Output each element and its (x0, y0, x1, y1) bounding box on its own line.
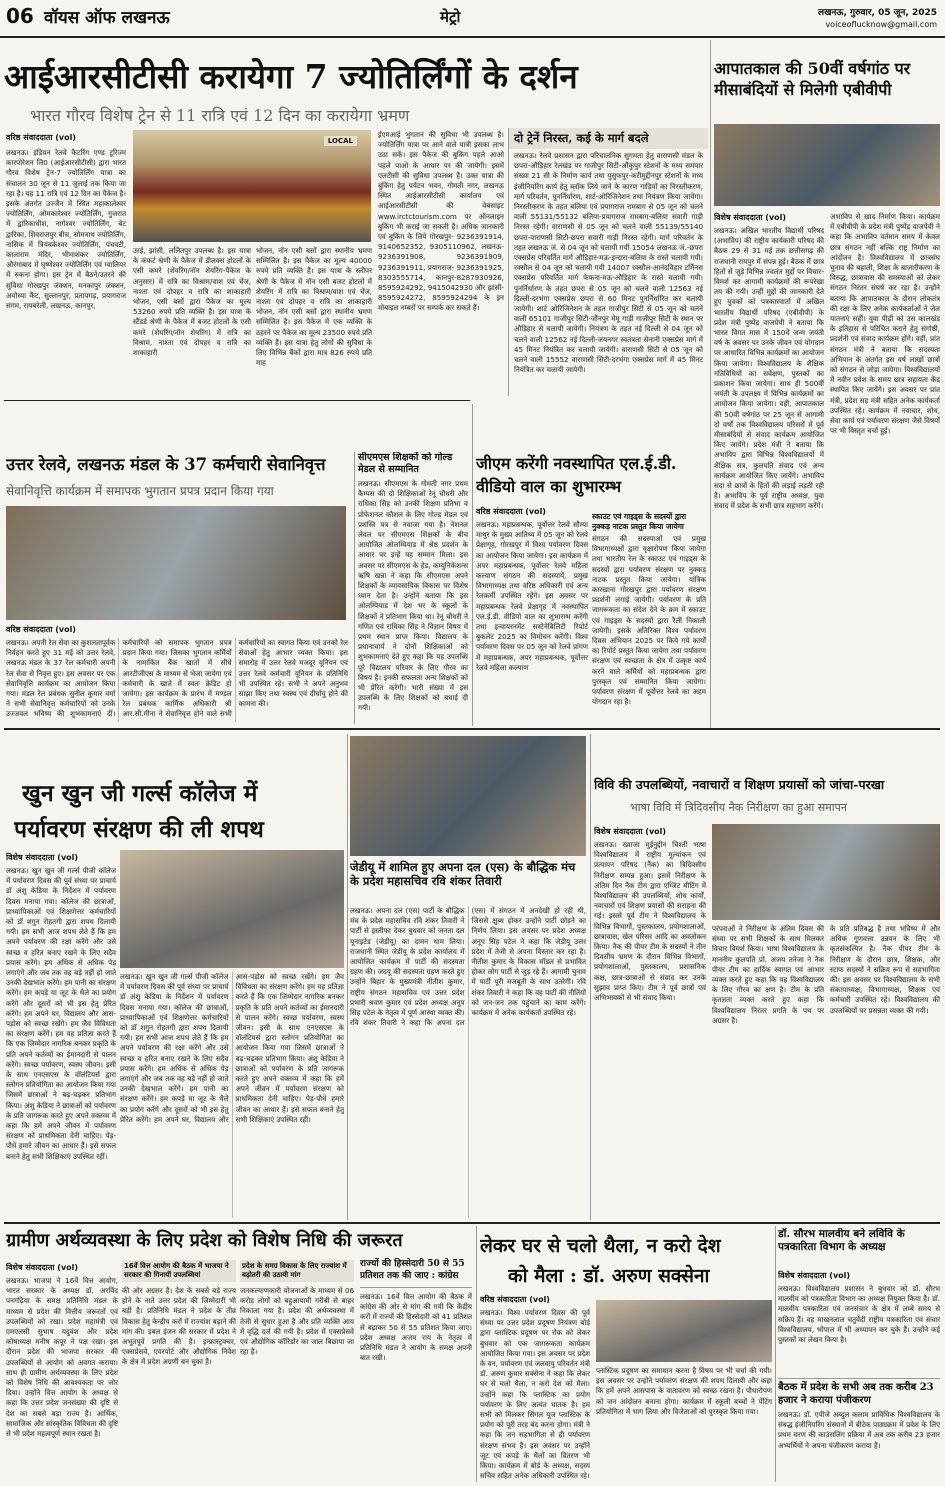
lead-col3: भोजन, नॉन एसी बसों द्वारा स्थानीय भ्रमण सम्मिलित है। इस पैकेज का मूल्य 40000 रुपये प्रति व्यक्ति है। इस यात्रा के स्लीपर श्रेणी के पैकेज में नॉन एसी बजट होटलों में शेयरिंग में रात्रि का विश्राम/वाश एवं चेंज, नाश्ता एवं दोपहर व रात्रि का शाकाहारी भोजन, नॉन एसी बसों द्वारा स्थानीय भ्रमण सम्मिलित है। इस पैकेज में एक व्यक्ति के ठहरने पर पैकेज का मूल्य 23500 रुपये प्रति व्यक्ति है। इस यात्रा हेतु लोगों की सुविधा के लिए विभिन्न बैंकों द्वारा मात्र 826 रुपये प्रति माह (256, 246, 372, 368)
gm-body: लखनऊ। महाप्रबन्धक, पूर्वोत्तर रेलवे सौम्या माथुर के मुख्य आतिथ्य में 05 जून को रेलवे प्रेक्षागृह, गोरखपुर में विश्व पर्यावरण दिवस का आयोजन किया जायेगा। इस कार्यक्रम में अपर महाप्रबन्धक, पूर्वोत्तर रेलवे महिला कल्याण संगठन की सदस्यायें, प्रमुख विभागाध्यक्ष तथा वरिष्ठ अधिकारी एवं अन्य रेलकर्मी उपस्थित रहेंगे। इस अवसर पर महाप्रबन्धक रेलवे प्रेक्षागृह में नवस्थापित एल.ई.डी. वीडियो वाल का शुभारम्भ करेंगी तथा इन्वायरनमेंट सस्टेनेबिलिटी रिपोर्ट बुकलेट 2025 का विमोचन करेंगी। विश्व पर्यावरण दिवस पर 05 जून को रेलवे प्रांगण में महाप्रबन्धक, अपर महाप्रबन्धक, पूर्वोत्तर रेलवे महिला कल्याण (476, 520, 588, 672)
page-number: 06 (6, 4, 34, 28)
cms-box (354, 452, 468, 724)
abvp-col2: अभाविप से खाद निर्माण किया। कार्यक्रम में एबीवीपी के प्रदेश मंत्री पुष्पेंद्र वाजपेयी ने कहा कि अभाविप वर्तमान समय में केवल छात्र संगठन नहीं बल्कि राष्ट्र निर्माण का आंदोलन है। विश्वविद्यालय में छात्रसंघ चुनाव की बहाली, शिक्षा के बाजारीकरण के विरुद्ध, छात्रावास की समस्याओं को लेकर संगठन निरंतर संघर्ष कर रहा है। उन्होंने बताया कि आपातकाल के दौरान लोकतंत्र की रक्षा के लिए अनेक कार्यकर्ताओं ने जेल यातनाएं सहीं। युवा पीढ़ी को उस कालखंड के इतिहास से परिचित कराने हेतु संगोष्ठी, प्रदर्शनी एवं संवाद कार्यक्रम होंगे। वहीं, प्रांत संगठन मंत्री ने बताया कि सदस्यता अभियान के अंतर्गत इस वर्ष लाखों छात्रों को संगठन से जोड़ा जायेगा। विश्वविद्यालयों में नवीन प्रवेश के समय छात्र सहायता केंद्र स्थापित किए जायेंगे। इस अवसर पर प्रांत मंत्री, प्रदेश सह मंत्री सहित अनेक कार्यकर्ता उपस्थित रहे। कार्यक्रम में नवाचार, शोध, सेवा कार्य एवं पर्यावरण संरक्षण जैसे विषयों पर भी विस्तृत चर्चा हुई। (830, 212, 940, 436)
divider (775, 1226, 776, 1482)
divider (590, 734, 591, 1220)
khun-photo (120, 850, 344, 968)
grameen-body: लखनऊ। भाजपा ने 16वें वित्त आयोग, भारत सरकार के अध्यक्ष डॉ. अरविंद पनगढ़िया के समक्ष प्रतिनिधि मंडल के माध्यम से प्रदेश की वित्तीय जरूरतों एवं उपलब्धियों को रखा। प्रदेश महामंत्री एवं एमएलसी सुभाष यदुवंश और प्रदेश कोषाध्यक्ष मनीष कपूर ने पक्ष रखा। इस दौरान प्रदेश की भाजपा सरकार की उपलब्धियों से आयोग को अवगत कराया। साथ ही ग्रामीण अर्थव्यवस्था के लिए प्रदेश को विशेष निधि की आवश्यकता पर जोर दिया। उन्होंने वित्त आयोग के अध्यक्ष से कहा कि उत्तर प्रदेश जनसंख्या की दृष्टि से देश का सबसे बड़ा राज्य है। आर्थिक, सामाजिक और सांस्कृतिक विविधता की दृष्टि से भी प्रदेश महत्वपूर्ण स्थान रखता है। (6, 1276, 118, 1439)
divider (472, 404, 473, 726)
abvp-byline: विशेष संवाददाता (vol) (714, 213, 787, 222)
paper-name: वॉयस ऑफ लखनऊ (44, 8, 170, 28)
jhola-photo (596, 1300, 772, 1362)
khun-headline-1: खुन खुन जी गर्ल्स कॉलेज में (22, 780, 258, 807)
vivi-body: लखनऊ। ख्वाजा मुईनुद्दीन चिश्ती भाषा विश्वविद्यालय में राष्ट्रीय मूल्यांकन एवं प्रत्यायन परिषद (नैक) का त्रिदिवसीय निरीक्षण सम्पन्न हुआ। इसमें निरीक्षण के अंतिम दिन नैक टीम द्वारा एग्जिट मीटिंग में विश्वविद्यालय की उपलब्धियों, शोध कार्यों, नवाचारों एवं शिक्षण प्रयासों की सराहना की गई। इससे पूर्व टीम ने विश्वविद्यालय के विभिन्न विभागों, पुस्तकालय, प्रयोगशालाओं, छात्रावास, खेल परिसर आदि का अवलोकन किया। नैक की पीयर टीम के सदस्यों ने तीन दिवसीय भ्रमण के दौरान विभिन्न विभागों, प्रयोगशालाओं, पुस्तकालय, प्रशासनिक कक्ष, छात्र-छात्राओं से संवाद कर उनके सुझाव प्राप्त किए। टीम ने पूर्व छात्रों एवं अभिभावकों से भी संवाद किया। (594, 840, 706, 1003)
trains-box (508, 128, 708, 396)
divider (710, 40, 711, 728)
scouts-headline: स्काउट एवं गाइड्स के सदस्यों द्वारा नुक्कड़ नाटक प्रस्तुत किया जायेगा (592, 512, 687, 531)
rail-body: लखनऊ। अपनी रेल सेवा का कुशलतापूर्वक निर्वहन करते हुए 31 मई को उत्तर रेलवे, लखनऊ मंडल के 37 रेल कर्मचारी अपनी रेल सेवा से निवृत्त हुए। इस अवसर पर एक सेवानिवृत्ति कार्यक्रम का आयोजन किया गया। मंडल रेल प्रबंधक सुनील कुमार वर्मा ने सभी सेवानिवृत्त कर्मचारियों को उनके उज्जवल भविष्य की शुभकामनाएं दीं। कर्मचारियों को समापक भुगतान प्रपत्र प्रदान किया गया। जिसका भुगतान कर्मियों के नामांकित बैंक खातों में सीधे आरटीजीएस के माध्यम से भेजा जायेगा एवं कर्मचारी के खाते में स्वतः क्रेडिट हो जायेगा। इस कार्यक्रम के प्रारंभ में मण्डल रेल प्रबंधक कार्मिक अधिकारी श्री आर.सी.मीना ने सेवानिवृत्त होने वाले सभी कर्मचारियों का स्वागत किया एवं उनको रेल सेवाओं हेतु आभार व्यक्त किया। इस समारोह में उत्तर रेलवे मजदूर यूनियन एवं उत्तर रेलवे कर्मचारी यूनियन के प्रतिनिधि भी उपस्थित रहे। सभी ने अपने अनुभव साझा किए तथा स्वस्थ एवं दीर्घायु होने की कामना की। (6, 638, 348, 719)
website: voiceoflucknow@gmail.com (825, 20, 937, 29)
grameen-headline: ग्रामीण अर्थव्यवस्था के लिए प्रदेश को विशेष निधि की जरूरत (6, 1230, 403, 1251)
masthead (0, 0, 945, 38)
divider (4, 728, 940, 730)
grameen-box-2: प्रदेश के समग्र विकास के लिए राज्यांश में बढ़ोतरी की उठायी मांग (240, 1260, 354, 1282)
lead-headline: आईआरसीटीसी करायेगा 7 ज्योतिर्लिंगों के दर्शन (4, 57, 578, 96)
vivi-body-2: परंपराओं ने निरीक्षण के अंतिम दिवस की संध्या पर सभी शिक्षकों के साथ मिलकर विचार विमर्श किया। भाषा विश्वविद्यालय के माननीय कुलपति प्रो. अजय तनेजा ने नैक पीयर टीम का हार्दिक स्वागत एवं आभार व्यक्त करते हुए कहा कि यह विश्वविद्यालय के लिए गौरव का क्षण है। टीम के प्रति कृतज्ञता व्यक्त करते हुए कहा कि विश्वविद्यालय निरंतर प्रगति के पथ पर अग्रसर है। (712, 924, 824, 1025)
rail-byline: वरिष्ठ संवाददाता (vol) (6, 625, 76, 634)
train-local-sign: LOCAL (324, 136, 357, 146)
dateline: लखनऊ, गुरुवार, 05 जून, 2025 (817, 8, 937, 18)
jdu-headline: जेडीयू में शामिल हुए अपना दल (एस) के बौद्धिक मंच के प्रदेश महासचिव रवि शंकर तिवारी (350, 860, 576, 888)
bethak-body: लखनऊ। डॉ. एपीजे अब्दुल कलाम प्राविधिक विश्वविद्यालय के संबद्ध इंजीनियरिंग संस्थानों में बीटेक पाठ्यक्रम में प्रवेश के लिए प्रथम चरण की काउंसलिंग प्रक्रिया में अब तक करीब 23 हजार अभ्यर्थियों ने अपना पंजीकरण कराया है। (778, 1410, 940, 1450)
trains-body: लखनऊ। रेलवे प्रशासन द्वारा परिचालनिक सुगमता हेतु वाराणसी मंडल के छपरा-औड़िहार रेलखंड पर गाजीपुर सिटी-औंकुपुर स्टेशनों के मध्य समपार संख्या 21 सी के निर्माण कार्य तथा युसुफपुर-करीमुद्दीनपुर स्टेशनों के मध्य इंजीनियरिंग कार्य हेतु ब्लॉक लिये जाने के कारण गाड़ियों का निरस्तीकरण, मार्ग परिवर्तन, पुनर्निर्धारण, शार्ट-ओरिजिनेशन तथा नियंत्रण किया जायेगा। निरस्तीकरण के तहत बलिया एवं प्रयागराज रामबाग से 05 जून को चलने वाली 55131/55132 बलिया-प्रयागराज रामबाग-बलिया सवारी गाड़ी निरस्त रहेगी। वाराणसी से 05 जून को चलने वाली 55139/55140 छपरा-वाराणसी सिटी-छपरा सवारी गाड़ी निरस्त रहेगी। मार्ग परिवर्तन के तहत लखनऊ जं. से 04 जून को चलायी गयी 15054 लखनऊ जं.-छपरा एक्सप्रेस परिवर्तित मार्ग औड़िहार-मऊ-इन्दारा-बलिया के रास्ते चलायी गयी। रक्सौल से 04 जून को चलायी गयी 14007 रक्सौल-आनंदविहार टर्मिनस एक्सप्रेस परिवर्तित मार्ग फेफना-मऊ-औड़िहार के रास्ते चलायी गयी। पुनर्निर्धारण के तहत छपरा से 05 जून को चलने वाली 12563 नई दिल्ली-दरभंगा एक्सप्रेस छपरा से 60 मिनट पुनर्निर्धारित कर चलायी जायेगी। शार्ट ओरिजिनेशन के तहत गाजीपुर सिटी से 05 जून को चलने वाली 65101 गाजीपुर सिटी-जौनपुर मेमू गाड़ी गाजीपुर सिटी के स्थान पर औड़िहार से चलायी जायेगी। नियंत्रण के तहत नई दिल्ली से 04 जून को चलने वाली 12562 नई दिल्ली-जयनगर स्वतंत्रता सेनानी एक्सप्रेस मार्ग में 45 मिनट नियंत्रित कर चलायी जायेगी। वाराणसी सिटी से 05 जून को चलने वाली 15552 वाराणसी सिटी-दरभंगा एक्सप्रेस मार्ग में 45 मिनट नियंत्रित कर चलायी जायेगी। (514, 151, 703, 375)
gm-headline: जीएम करेंगी नवस्थापित एल.ई.डी. वीडियो वाल का शुभारम्भ (476, 454, 677, 496)
grameen-box-3: राज्यों की हिस्सेदारी 50 से 55 प्रतिशत तक की जाए : कांग्रेस (360, 1258, 472, 1288)
grameen-body-2: की ओर अग्रसर है। देश के सबसे बड़े राज्य होने के नाते उत्तर प्रदेश की जिम्मेदारी भी बड़ी है। प्रतिनिधि मंडल ने प्रदेश के तीव्र विकास हेतु केन्द्रीय करों में राज्यांश बढ़ाने की मांग की। डबल इंजन की सरकार में प्रदेश ने अभूतपूर्व प्रगति की है। इन्फ्रास्ट्रक्चर, एक्सप्रेसवे, एयरपोर्ट और औद्योगिक निवेश के क्षेत्र में प्रदेश अग्रणी बन चुका है। (122, 1286, 236, 1367)
bethak-headline: बैठक में प्रदेश के सभी अब तक करीब 23 हजार ने कराया पंजीकरण (778, 1378, 940, 1408)
jhola-byline: वरिष्ठ संवाददाता (vol) (480, 1295, 550, 1304)
lead-col4: ईएमआई भुगतान की सुविधा भी उपलब्ध है। ज्योतिर्लिंग यात्रा पर आने वाले यात्री इसका लाभ उठा सकें। इस पैकेज की बुकिंग पहले आओ पहले पाओ के आधार पर की जायेगी। इसमें एलटीसी की सुविधा उपलब्ध है। उक्त यात्रा की बुकिंग हेतु पर्यटन भवन, गोमती नगर, लखनऊ स्थित आईआरसीटीसी कार्यालय एवं आईआरसीटीसी की वेबसाइट www.irctctourism.com पर ऑनलाइन बुकिंग भी कराई जा सकती है। अधिक जानकारी एवं बुकिंग के लिये गोरखपुर- 9236391914, 9140652352, 9305110962, लखनऊ- 9236391908, 9236391909, 9236391911, प्रयागराज- 9236391925, 8303555714, कानपुर-8287930926, 8595924292, 9415042930 और झांसी- 8595924272, 8595924294 के इन मोबाइल नम्बरों पर सम्पर्क कर सकते हैं। (378, 130, 504, 313)
scouts-box (592, 512, 706, 724)
divider (476, 1226, 477, 1482)
lead-subhead: भारत गौरव विशेष ट्रेन से 11 रात्रि एवं 12 दिन का करायेगा भ्रमण (30, 106, 410, 125)
khun-body-continued: लखनऊ। खुन खुन जी गर्ल्स पीजी कॉलेज में पर्यावरण दिवस की पूर्व संध्या पर प्राचार्य डॉ अंशु केडिया के निर्देशन में पर्यावरण दिवस मनाया गया। कॉलेज की छात्राओं, प्राध्यापिकाओं एवं शिक्षणेत्तर कर्मचारियों को डॉ शगुन रोहतगी द्वारा शपथ दिलायी गयी। हम सभी आज शपथ लेते हैं कि हम अपने पर्यावरण की रक्षा करेंगे और उसे स्वच्छ व हरित बनाए रखने के लिए सदैव प्रयास करेंगे। हम अधिक से अधिक पेड़ लगाएंगे और जब तक वह बड़े नहीं हो जाते उनकी देखभाल करेंगे। हम पानी का संरक्षण करेंगे। हम कपड़े या जूट के थैले का प्रयोग करेंगे और दूसरों को भी इस हेतु प्रेरित करेंगे। हम अपने घर, विद्यालय और आस-पड़ोस को स्वच्छ रखेंगे। हम जैव विविधता का संरक्षण करेंगे। हम यह प्रतिज्ञा करते हैं कि एक जिम्मेदार नागरिक बनकर प्रकृति के प्रति अपने कर्तव्यों का ईमानदारी से पालन करेंगे। स्वच्छ पर्यावरण, स्वस्थ जीवन। इसी के साथ एनएसएस के वॉलंटियर्स द्वारा स्लोगन प्रतियोगिता का आयोजन किया गया जिसमें छात्राओं ने बढ़-चढ़कर प्रतिभाग किया। अंशु केडिया ने छात्राओं को पर्यावरण के प्रति जागरूक करते हुए अपने वक्तव्य में कहा कि हमें अपने जीवन में पर्यावरण संरक्षण को प्राथमिकता देनी चाहिए। पेड़-पौधे हमारे जीवन का आधार हैं। इसे सफल बनाने हेतु सभी शिक्षिकाएं उपस्थित रहीं। (120, 972, 344, 1124)
vivi-photo (712, 824, 940, 920)
divider (4, 1222, 940, 1224)
vivi-body-3: के प्रति प्रतिबद्ध है तथा भविष्य में और अधिक गुणवत्ता उन्नयन के लिए भी कृतसंकल्पित है। नैक पीयर टीम के निरीक्षण के दौरान छात्र, शिक्षक, और स्टाफ सदस्यों ने सक्रिय रूप से सहभागिता की। इस अवसर पर विश्वविद्यालय के सभी संकायाध्यक्ष, विभागाध्यक्ष, शिक्षक एवं कर्मचारी उपस्थित रहे। विश्वविद्यालय की उपलब्धियों पर प्रसन्नता व्यक्त की गयी। (830, 924, 940, 1015)
rail-photo (6, 506, 346, 620)
rail-subhead: सेवानिवृत्ति कार्यक्रम में समापक भुगतान प्रपत्र प्रदान किया गया (6, 484, 274, 498)
jhola-body: लखनऊ। विश्व पर्यावरण दिवस की पूर्व संध्या पर उत्तर प्रदेश प्रदूषण नियंत्रण बोर्ड द्वारा प्लास्टिक प्रदूषण पर रोक को लेकर बुधवार को एक जागरूकता कार्यक्रम आयोजित किया गया। इस अवसर पर प्रदेश के वन, पर्यावरण एवं जलवायु परिवर्तन मंत्री डॉ. अरुण कुमार सक्सेना ने कहा कि लेकर घर से चलो थैला, न करो देश को मैला। उन्होंने कहा कि प्लास्टिक का प्रयोग पर्यावरण के लिए अत्यंत घातक है। हम सभी को मिलकर सिंगल यूज प्लास्टिक के प्रयोग को पूरी तरह बंद करना होगा। मंत्री ने कहा कि जन सहभागिता से ही पर्यावरण संरक्षण संभव है। इस अवसर पर उन्होंने जूट एवं कपड़े के थैलों का वितरण भी किया। कार्यक्रम में बोर्ड के अध्यक्ष, सदस्य सचिव सहित अनेक अधिकारी उपस्थित रहे। (480, 1308, 590, 1481)
section-name: मेट्रो (440, 8, 461, 26)
scouts-body: संगठन की सदस्याओं एवं प्रमुख विभागाध्यक्षों द्वारा वृक्षारोपण किया जायेगा तथा भारतीय रेल के स्काउट एवं गाइड्स के सदस्यों द्वारा पर्यावरण संरक्षण पर नुक्कड़ नाटक प्रस्तुत किया जायेगा। यांत्रिक कारखाना गोरखपुर द्वारा पर्यावरण संरक्षण प्रदर्शनी लगाई जायेगी। पर्यावरण के प्रति जागरूकता का संदेश देने के क्रम में स्काउट एवं गाइड्स के सदस्यों द्वारा रैली निकाली जायेगी। इसके अतिरिक्त विश्व पर्यावरण दिवस अभियान 2025 पर किये गये कार्यों का रिपोर्ट प्रस्तुत किया जायेगा तथा पर्यावरण संरक्षण एवं स्वच्छता के क्षेत्र में उत्कृष्ट कार्य करने वाले कर्मियों को महाप्रबन्धक द्वारा पुरस्कृत एवं सम्मानित किया जायेगा। पर्यावरण संरक्षण में पूर्वोत्तर रेलवे का अहम योगदान रहा है। (592, 534, 706, 707)
rail-headline: उत्तर रेलवे, लखनऊ मंडल के 37 कर्मचारी सेवानिवृत्त (6, 455, 326, 474)
abvp-body: लखनऊ। अखिल भारतीय विद्यार्थी परिषद (अभाविप) की राष्ट्रीय कार्यकारी परिषद की बैठक 29 से 31 मई तक छत्तीसगढ़ की राजधानी रायपुर में संपन्न हुई। बैठक में छात्र हितों से जुड़े विभिन्न ज्वलंत मुद्दों पर विचार-विमर्श कर आगामी कार्यक्रमों की रूपरेखा तय की गयी। उन्हीं मुद्दों की जानकारी देते हुए युवकों को पत्रकारवार्ता में अखिल भारतीय विद्यार्थी परिषद (एबीवीपी) के प्रदेश मंत्री पुष्पेंद्र वाजपेयी ने बताया कि भारत विगत मास में 150वें जन्म जयंती वर्ष के अवसर पर उनके जीवन एवं योगदान पर आधारित विभिन्न कार्यक्रमों का आयोजन किया जायेगा। विश्वविद्यालय के शैक्षिक गतिविधियों का सर्वेक्षण, पुस्तकों का प्रकाशन किया जायेगा। साथ ही 500वीं जयंती के उपलक्ष्य में विभिन्न कार्यक्रमों का आयोजन किया जायेगा। वहीं, आपातकाल की 50वीं वर्षगांठ पर 25 जून से आगामी दो वर्षों तक विश्वविद्यालय परिसरों में पूर्व मीसाबंदियों से संवाद कार्यक्रम आयोजित किए जायेंगे। प्रदेश मंत्री ने बताया कि अभाविप द्वारा विभिन्न विश्वविद्यालयों में शैक्षिक सत्र, कुलपति संवाद एवं अन्य कार्यक्रम आयोजित किए जायेंगे। अभाविप सदा से छात्रों के हितों की लड़ाई लड़ती रही है। अभाविप के पूर्व राष्ट्रीय अध्यक्ष, युवा संवाद में प्रदेश के सभी छात्र सहभाग करेंगे। (714, 226, 824, 511)
jhola-headline-1: लेकर घर से चलो थैला, न करो देश (480, 1235, 721, 1257)
khun-byline: विशेष संवाददाता (vol) (6, 853, 79, 862)
grameen-body-4: लखनऊ। 16वें वित्त आयोग की बैठक में कांग्रेस की ओर से मांग की गयी कि केंद्रीय करों में राज्यों की हिस्सेदारी को 41 प्रतिशत से बढ़ाकर 50 से 55 प्रतिशत किया जाए। प्रदेश अध्यक्ष अजय राय के नेतृत्व में प्रतिनिधि मंडल ने आयोग के समक्ष अपनी बात रखी। (360, 1292, 472, 1363)
vivi-subhead: भाषा विवि में त्रिदिवसीय नैक निरीक्षण का हुआ समापन (630, 801, 847, 814)
khun-body: लखनऊ। खुन खुन जी गर्ल्स पीजी कॉलेज में पर्यावरण दिवस की पूर्व संध्या पर प्राचार्य डॉ अंशु केडिया के निर्देशन में पर्यावरण दिवस मनाया गया। कॉलेज की छात्राओं, प्राध्यापिकाओं एवं शिक्षणेत्तर कर्मचारियों को डॉ शगुन रोहतगी द्वारा शपथ दिलायी गयी। हम सभी आज शपथ लेते हैं कि हम अपने पर्यावरण की रक्षा करेंगे और उसे स्वच्छ व हरित बनाए रखने के लिए सदैव प्रयास करेंगे। हम अधिक से अधिक पेड़ लगाएंगे और जब तक वह बड़े नहीं हो जाते उनकी देखभाल करेंगे। हम पानी का संरक्षण करेंगे। हम कपड़े या जूट के थैले का प्रयोग करेंगे और दूसरों को भी इस हेतु प्रेरित करेंगे। हम अपने घर, विद्यालय और आस-पड़ोस को स्वच्छ रखेंगे। हम जैव विविधता का संरक्षण करेंगे। हम यह प्रतिज्ञा करते हैं कि एक जिम्मेदार नागरिक बनकर प्रकृति के प्रति अपने कर्तव्यों का ईमानदारी से पालन करेंगे। स्वच्छ पर्यावरण, स्वस्थ जीवन। इसी के साथ एनएसएस के वॉलंटियर्स द्वारा स्लोगन प्रतियोगिता का आयोजन किया गया जिसमें छात्राओं ने बढ़-चढ़कर प्रतिभाग किया। अंशु केडिया ने छात्राओं को पर्यावरण के प्रति जागरूक करते हुए अपने वक्तव्य में कहा कि हमें अपने जीवन में पर्यावरण संरक्षण को प्राथमिकता देनी चाहिए। पेड़-पौधे हमारे जीवन का आधार हैं। इसे सफल बनाने हेतु सभी शिक्षिकाएं उपस्थित रहीं। (6, 866, 116, 1161)
trains-headline: दो ट्रेनें निरस्त, कई के मार्ग बदले (509, 128, 708, 149)
cms-headline: सीएमएस शिक्षकों को गोल्ड मेडल से सम्मानित (358, 452, 453, 475)
vivi-headline: विवि की उपलब्धियों, नवाचारों व शिक्षण प्रयासों को जांचा-परखा (594, 777, 885, 792)
khun-headline-2: पर्यावरण संरक्षण की ली शपथ (14, 816, 264, 843)
grameen-box-1: 16वें वित्त आयोग की बैठक में भाजपा ने सरकार की गिनायीं उपलब्धियां (122, 1260, 236, 1282)
abvp-photo (714, 124, 940, 206)
jdu-body: लखनऊ। अपना दल (एस) पार्टी के बौद्धिक मंच के प्रदेश महासचिव रवि शंकर तिवारी ने पार्टी से इस्तीफा देकर बुधवार को जनता दल यूनाइटेड (जेडीयू) का दामन थाम लिया। राजधानी स्थित जेडीयू के प्रदेश कार्यालय में आयोजित कार्यक्रम में पार्टी की सदस्यता ग्रहण की। जदयू की सदस्यता ग्रहण करते हुए उन्होंने बिहार के मुख्यमंत्री नीतीश कुमार, राष्ट्रीय संगठन महासचिव एवं उत्तर प्रदेश प्रभारी श्रवण कुमार एवं प्रदेश अध्यक्ष अनूप सिंह पटेल के नेतृत्व में पूर्ण आस्था व्यक्त की। रवि शंकर तिवारी ने कहा कि अपना दल (एस) में संगठन में अनदेखी हो रही थी, जिससे क्षुब्ध होकर उन्होंने पार्टी छोड़ने का निर्णय लिया। इस अवसर पर प्रदेश अध्यक्ष अनूप सिंह पटेल ने कहा कि जेडीयू उत्तर प्रदेश में तेजी से अपना विस्तार कर रहा है। नीतीश कुमार के विकास मॉडल से प्रभावित होकर लोग पार्टी से जुड़ रहे हैं। आगामी चुनाव में पार्टी पूरी मजबूती के साथ उतरेगी। रवि शंकर तिवारी ने कहा कि वह पार्टी की नीतियों को जन-जन तक पहुंचाने का काम करेंगे। कार्यक्रम में अनेक कार्यकर्ता उपस्थित रहे। (350, 906, 586, 1028)
grameen-byline: विशेष संवाददाता (vol) (6, 1263, 79, 1272)
lead-col1: लखनऊ। इंडियन रेलवे कैटरिंग एण्ड टूरिज्म कारपोरेशन लि0 (आईआरसीटीसी) द्वारा भारत गौरव विशेष ट्रेन-7 ज्योतिर्लिंग यात्रा का संचालन 30 जून से 11 जुलाई तक किया जा रहा है। यह 11 रात्रि एवं 12 दिन का पैकेज है। इसके अंतर्गत उज्जैन में स्थित महाकालेश्वर ज्योतिर्लिंग, ओमकारेश्वर ज्योतिर्लिंग, गुजरात में द्वारिकाधीश, नागेश्वर ज्योतिर्लिंग, बेट द्वारिका, शिवराजपुर बीच, सोमनाथ ज्योतिर्लिंग, नासिक में त्रियंबकेश्वर ज्योतिर्लिंग, पंचवटी, कालाराम मंदिर, भीमाशंकर ज्योतिर्लिंग, औरंगाबाद में घृष्णेश्वर ज्योतिर्लिंग एवं ग्वालियर में रुकना होगा। इस ट्रेन में बैठने/उतरने की सुविधा गोरखपुर जंक्शन, मनकापुर जंक्शन, अयोध्या कैंट, सुल्तानपुर, प्रतापगढ़, प्रयागराज संगम, रायबरेली, लखनऊ, कानपुर, (6, 148, 126, 311)
malviya-byline: विशेष संवाददाता (vol) (778, 1271, 851, 1280)
vivi-byline: विशेष संवाददाता (vol) (594, 827, 667, 836)
jdu-photo (350, 736, 586, 856)
divider (4, 400, 470, 401)
grameen-body-3: जनकल्याणकारी योजनाओं के माध्यम से 06 करोड़ लोगों को बहुआयामी गरीबी से बाहर निकाला गया है। प्रदेश की अर्थव्यवस्था में तेजी से सुधार हुआ है और प्रति व्यक्ति आय में वृद्धि दर्ज की गयी है। प्रदेश में एक्सप्रेसवे एवं औद्योगिक कॉरिडोर का जाल बिछाया जा रहा है। (240, 1286, 354, 1357)
gm-byline: वरिष्ठ संवाददाता (vol) (476, 507, 546, 516)
jhola-body-2: प्लास्टिक प्रदूषण का समाधान करना है विषय पर भी चर्चा की गयी। इस अवसर पर उन्होंने पर्यावरण संरक्षण की शपथ दिलायी और कहा कि हमें अपने आसपास के वातावरण को स्वच्छ रखना है। पौधारोपण को जन आंदोलन बनाना होगा। कार्यक्रम में स्कूली बच्चों ने पेंटिंग प्रतियोगिता में भाग लिया और विजेताओं को पुरस्कृत किया गया। (596, 1366, 772, 1416)
lead-byline: वरिष्ठ संवाददाता (vol) (6, 133, 76, 142)
cms-body: लखनऊ। सीएमएस के गोमती नगर प्रथम कैम्पस की दो शिक्षिकाओं रेनू चौधरी और राधिका सिंह को उनकी शिक्षण प्रतिभा व प्रोफेशनल कौशल के लिए गोल्ड मेडल एवं प्रशस्ति पत्र से नवाजा गया है। नेशनल लेवल पर सीएमएस शिक्षकों के बीच आयोजित ओलम्पियाड में श्रेष्ठ प्रदर्शन के आधार पर इन्हें यह सम्मान मिला। इस अवसर पर सीएमएस के हेड, कम्युनिकेशन्स ऋषि खन्ना ने कहा कि सीएमएस अपने शिक्षकों के व्यावसायिक विकास पर विशेष ध्यान देता है। उन्होंने बताया कि इस ओलम्पियाड में देश भर के स्कूलों के शिक्षकों ने प्रतिभाग किया था। रेनू चौधरी ने गणित एवं राधिका सिंह ने विज्ञान विषय में प्रथम स्थान प्राप्त किया। विद्यालय के प्रधानाचार्य ने दोनों शिक्षिकाओं को शुभकामनाएं देते हुए कहा कि यह उपलब्धि पूरे विद्यालय परिवार के लिए गौरव का विषय है। इनकी सफलता अन्य शिक्षकों को भी प्रेरित करेगी। भारी संख्या में इस उपलब्धि के लिए शिक्षकों को बधाई दी गयी। (358, 479, 468, 713)
malviya-headline: डॉ. सौरभ मालवीय बने लविवि के पत्रकारिता विभाग के अध्यक्ष (778, 1228, 905, 1253)
lead-col2: उरई, झांसी, ललितपुर उपलब्ध है। इस यात्रा के कंफर्ट श्रेणी के पैकेज में डीलक्स होटलों के एसी कमरे (शेयरिंग/नॉन शेयरिंग-पैकेज के अनुसार) में रात्रि का विश्राम/वाश एवं चेंज, नाश्ता एवं दोपहर व रात्रि का शाकाहारी भोजन, एसी बसों द्वारा पैकेज का मूल्य 53260 रुपये प्रति व्यक्ति है। इस यात्रा के स्टैंडर्ड श्रेणी के पैकेज में बजट होटलों के एसी कमरे (शेयरिंग/नॉन शेयरिंग) में रात्रि का विश्राम, नाश्ता एवं दोपहर व रात्रि का शाकाहारी (133, 246, 251, 358)
malviya-body: लखनऊ। विश्वविद्यालय प्रशासन ने बुधवार को डॉ. सौरभ मालवीय को पत्रकारिता विभाग का अध्यक्ष नियुक्त किया है। डॉ. मालवीय पत्रकारिता एवं जनसंचार के क्षेत्र में लम्बे समय से सक्रिय हैं। वह माखनलाल चतुर्वेदी राष्ट्रीय पत्रकारिता एवं संचार विश्वविद्यालय, भोपाल में भी अध्यापन कर चुके हैं। उन्होंने कई पुस्तकों का लेखन किया है। (778, 1284, 940, 1345)
lead-train-photo (133, 130, 371, 242)
abvp-headline: आपातकाल की 50वीं वर्षगांठ पर मीसाबंदियों से मिलेगी एबीवीपी (714, 59, 911, 99)
divider (347, 734, 348, 1220)
jhola-headline-2: को मैला : डॉ. अरुण सक्सेना (508, 1265, 710, 1287)
